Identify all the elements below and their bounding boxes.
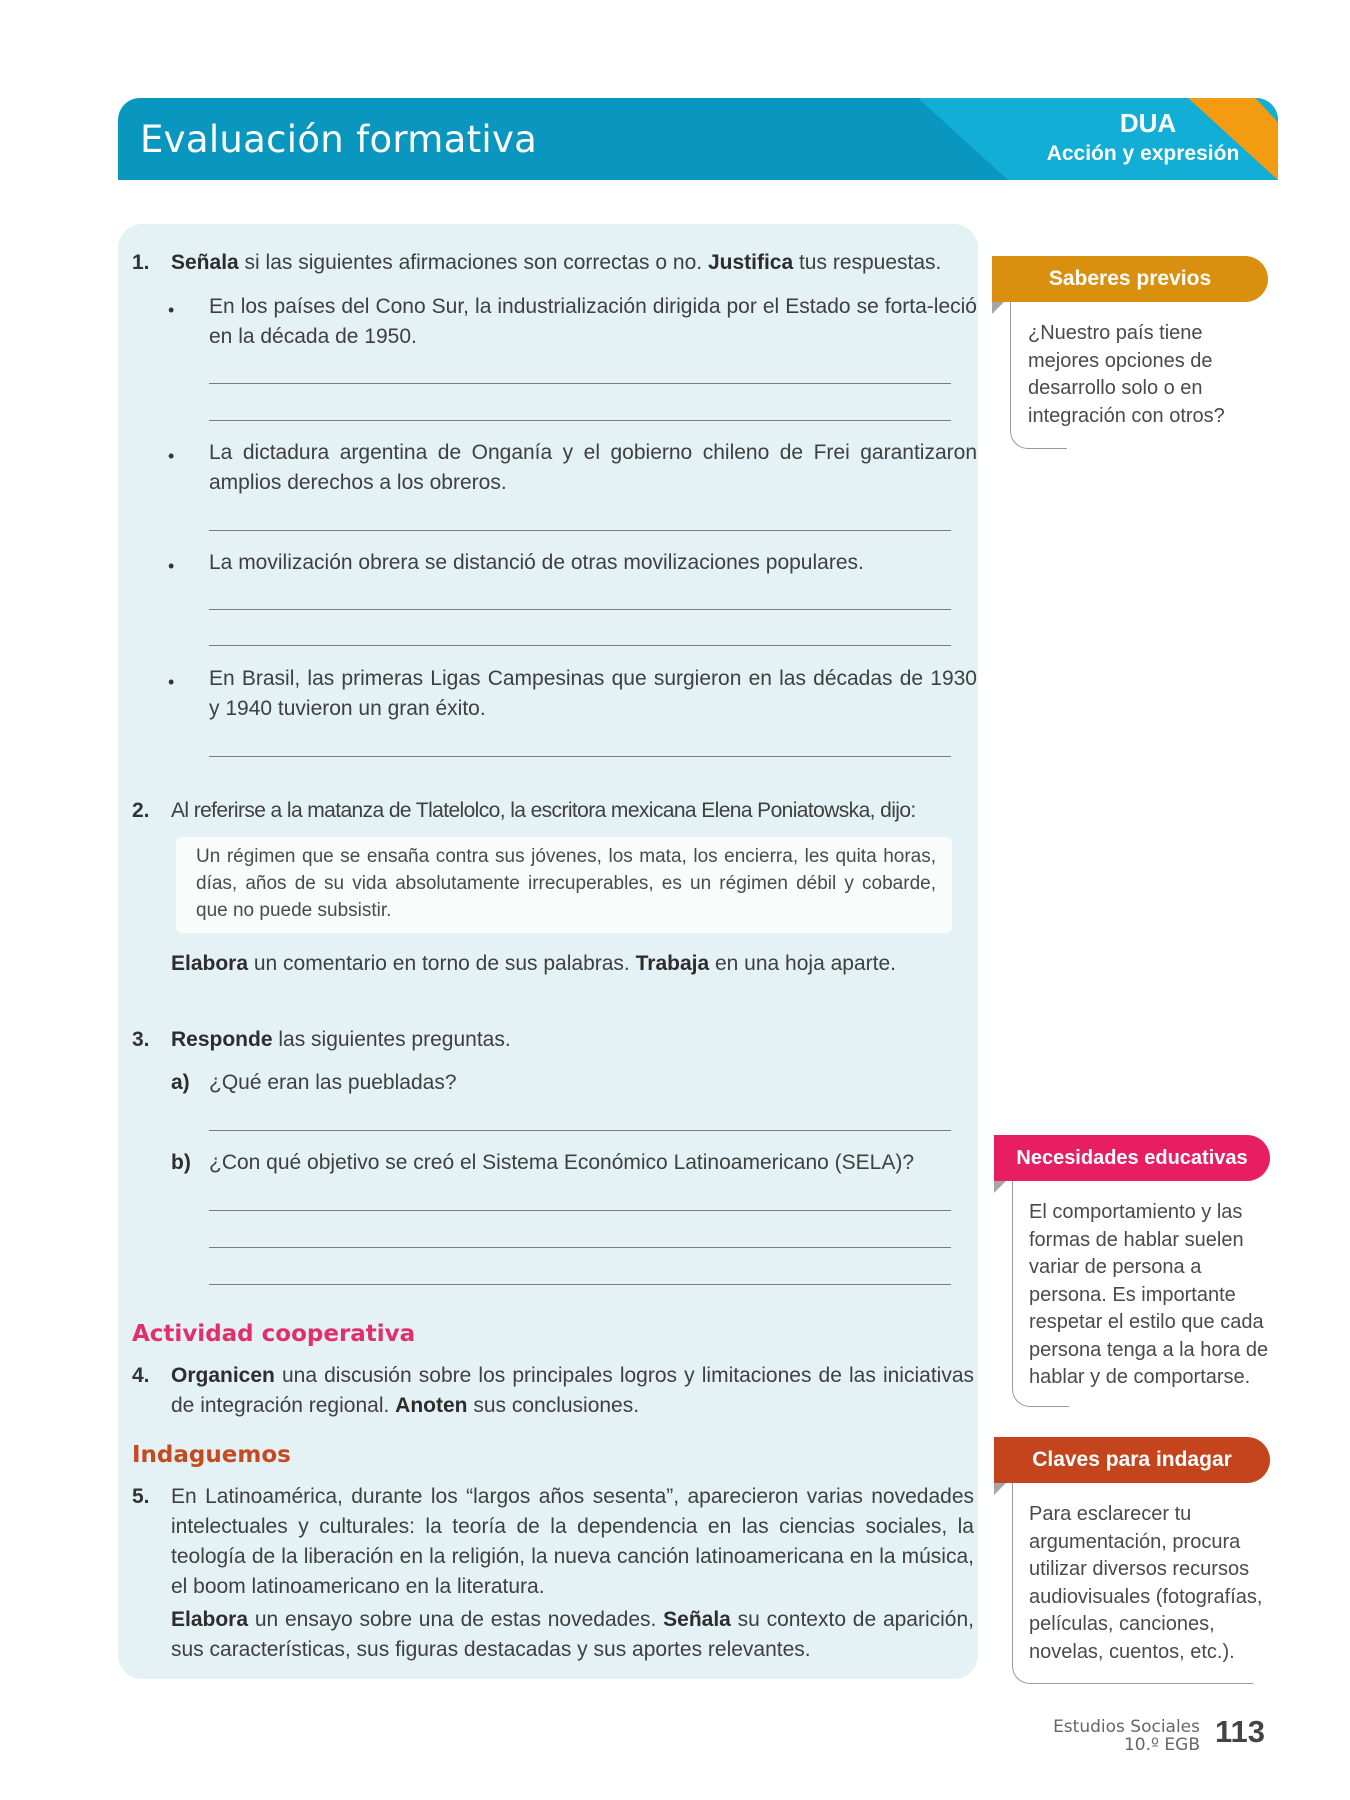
indaguemos-heading: Indaguemos <box>132 1442 291 1468</box>
answer-line[interactable] <box>209 1210 951 1211</box>
claves-para-indagar-tab: Claves para indagar <box>994 1437 1270 1483</box>
dua-label: DUA <box>1119 108 1177 138</box>
answer-line[interactable] <box>209 1284 951 1285</box>
question-5-verb-2: Señala <box>663 1608 731 1631</box>
question-5-verb: Elabora <box>171 1608 249 1631</box>
footer-subject-name: Estudios Sociales <box>1053 1717 1200 1737</box>
answer-line[interactable] <box>209 530 951 531</box>
question-5-text: En Latinoamérica, durante los “largos años sesenta”, aparecieron varias novedades intelectuales y culturales: la teoría de la dependencia en las ciencias sociales, la teología de la liberación en la religión, la nueva canción latinoamericana en la música, el boom latinoamericano en la literatura. <box>171 1485 974 1598</box>
question-1-text-b: tus respuestas. <box>793 251 942 274</box>
question-5-instruction <box>171 1605 974 1665</box>
question-3-prompt <box>171 1025 971 1055</box>
answer-line[interactable] <box>209 1130 951 1131</box>
question-2-number: 2. <box>132 799 150 822</box>
question-4-text-b: sus conclusiones. <box>467 1394 640 1417</box>
question-3-text: las siguientes preguntas. <box>272 1028 511 1051</box>
answer-line[interactable] <box>209 383 951 384</box>
question-5-text-b: su contexto de aparición, sus características, sus figuras destacadas y sus aportes relevantes. <box>171 1608 974 1661</box>
answer-line[interactable] <box>209 609 951 610</box>
bullet-icon: • <box>168 556 175 576</box>
subquestion-a-text: ¿Qué eran las puebladas? <box>209 1071 457 1094</box>
quote-box <box>176 837 952 933</box>
bullet-icon: • <box>168 300 175 320</box>
question-1-verb-2: Justifica <box>707 251 794 274</box>
question-3-verb: Responde <box>171 1028 273 1051</box>
statement-3: La movilización obrera se distanció de otras movilizaciones populares. <box>209 551 864 574</box>
question-2-instruction <box>171 949 971 979</box>
header-banner <box>118 98 1278 180</box>
necesidades-educativas-tab: Necesidades educativas <box>994 1135 1270 1181</box>
question-5-text-a: un ensayo sobre una de estas novedades. <box>248 1608 664 1631</box>
bullet-icon: • <box>168 672 175 692</box>
answer-line[interactable] <box>209 645 951 646</box>
question-1-verb: Señala <box>171 251 239 274</box>
footer-grade: 10.º EGB <box>1123 1735 1200 1755</box>
question-4-text <box>171 1361 974 1421</box>
statement-1: En los países del Cono Sur, la industrialización dirigida por el Estado se forta-leció en la década de 1950. <box>209 295 977 348</box>
question-1-text-a: si las siguientes afirmaciones son correctas o no. <box>238 251 708 274</box>
quote-text: Un régimen que se ensaña contra sus jóvenes, los mata, los encierra, les quita horas, días, años de su vida absolutamente irrecuperables, es un régimen débil y cobarde, que no puede subsistir. <box>196 846 936 921</box>
question-2-verb-2: Trabaja <box>635 952 710 975</box>
question-4-verb: Organicen <box>171 1364 275 1387</box>
answer-line[interactable] <box>209 420 951 421</box>
footer-subject <box>1053 1718 1200 1754</box>
question-4-number: 4. <box>132 1364 150 1387</box>
page-number: 113 <box>1215 1714 1266 1749</box>
saberes-previos-text: ¿Nuestro país tiene mejores opciones de desarrollo solo o en integración con otros? <box>1028 322 1225 427</box>
answer-line[interactable] <box>209 1247 951 1248</box>
necesidades-educativas-text: El comportamiento y las formas de hablar suelen variar de persona a persona. Es importante respetar el estilo que cada persona tenga a la hora de hablar y de comportarse. <box>1029 1201 1269 1388</box>
bullet-icon: • <box>168 446 175 466</box>
question-2-prompt: Al referirse a la matanza de Tlatelolco, la escritora mexicana Elena Poniatowska, dijo: <box>171 799 916 822</box>
question-1-number: 1. <box>132 251 150 274</box>
question-1-prompt <box>171 248 971 278</box>
dua-subtitle: Acción y expresión <box>1046 142 1240 165</box>
question-2-text-a: un comentario en torno de sus palabras. <box>248 952 636 975</box>
question-3-number: 3. <box>132 1028 150 1051</box>
claves-para-indagar-text: Para esclarecer tu argumentación, procura utilizar diversos recursos audiovisuales (fotografías, películas, canciones, novelas, cuentos, etc.). <box>1029 1503 1263 1663</box>
saberes-previos-tab: Saberes previos <box>992 256 1268 302</box>
question-4-text-a: una discusión sobre los principales logros y limitaciones de las iniciativas de integración regional. <box>171 1364 974 1417</box>
subquestion-b-text: ¿Con qué objetivo se creó el Sistema Económico Latinoamericano (SELA)? <box>209 1151 915 1174</box>
question-2-verb: Elabora <box>171 952 249 975</box>
question-4-verb-2: Anoten <box>395 1394 468 1417</box>
subquestion-b-label: b) <box>171 1151 191 1174</box>
page-title: Evaluación formativa <box>140 118 538 161</box>
cooperative-heading: Actividad cooperativa <box>132 1321 416 1347</box>
statement-4: En Brasil, las primeras Ligas Campesinas que surgieron en las décadas de 1930 y 1940 tuvieron un gran éxito. <box>209 667 977 720</box>
question-2-text-b: en una hoja aparte. <box>709 952 896 975</box>
question-5-number: 5. <box>132 1485 150 1508</box>
answer-line[interactable] <box>209 756 951 757</box>
statement-2: La dictadura argentina de Onganía y el gobierno chileno de Frei garantizaron amplios derechos a los obreros. <box>209 441 977 494</box>
subquestion-a-label: a) <box>171 1071 190 1094</box>
